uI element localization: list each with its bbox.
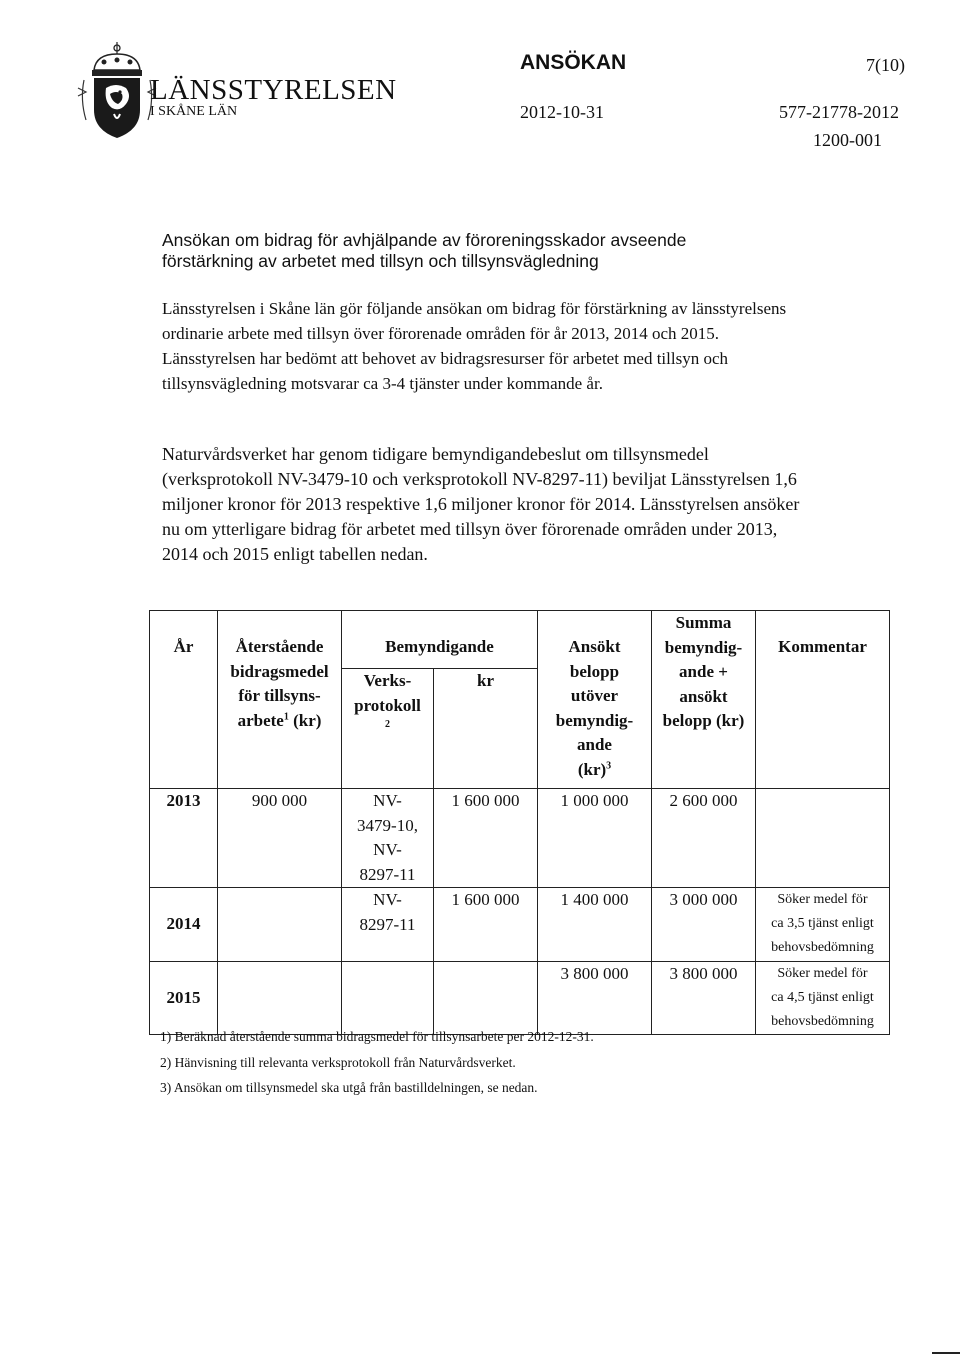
comment-line: behovsbedömning xyxy=(771,1014,874,1029)
title-line: förstärkning av arbetet med tillsyn och tillsynsvägledning xyxy=(162,251,599,271)
header-line: ande xyxy=(577,735,612,754)
header-remaining-funds xyxy=(218,611,342,789)
header-line: belopp (kr) xyxy=(662,711,745,730)
protocol-line: 8297-11 xyxy=(359,864,416,884)
title-line: Ansökan om bidrag för avhjälpande av föroreningsskador avseende xyxy=(162,230,687,250)
header-sup: 2 xyxy=(385,719,390,730)
cell-sum: 3 000 000 xyxy=(652,888,756,962)
header-line: bidragsmedel xyxy=(230,661,329,681)
header-line: ande + xyxy=(679,662,728,681)
comment-line: Söker medel för xyxy=(777,892,868,907)
header-line: arbete$^1$ (kr) xyxy=(237,710,322,730)
table-row xyxy=(150,962,890,1035)
protocol-line: NV- xyxy=(373,840,402,859)
protocol-line: 3479-10, xyxy=(357,815,418,835)
header-line: protokoll xyxy=(354,695,421,715)
cell-sum: 3 800 000 xyxy=(652,962,756,1035)
header-line: Summa xyxy=(675,613,732,632)
cell-kr: 1 600 000 xyxy=(434,789,538,888)
header-line: utöver xyxy=(570,686,619,705)
header-line: för tillsyns- xyxy=(238,686,321,705)
table-row xyxy=(150,888,890,962)
comment-line: ca 4,5 tjänst enligt xyxy=(771,990,874,1005)
paragraph-application: Länsstyrelsen i Skåne län gör följande ansökan om bidrag för förstärkning av länsstyrelsens ordinarie arbete med tillsyn över förorenade områden för år 2013, 2014 och 2015. Länsstyrelsen har bedömt att behovet av bidragsresurser för arbetet med tillsyn och tillsynsvägledning motsvarar ca 3-4 tjänster under kommande år. xyxy=(162,299,787,393)
header-line: bemyndig- xyxy=(555,710,634,730)
document-date: 2012-10-31 xyxy=(520,102,604,122)
comment-line: Söker medel för xyxy=(777,966,868,981)
cell-sum: 2 600 000 xyxy=(652,789,756,888)
header-line: Ansökt xyxy=(568,637,621,656)
document-title xyxy=(162,230,862,272)
header-protocol xyxy=(342,669,434,789)
header-line: bemyndig- xyxy=(664,637,743,657)
protocol-line: NV- xyxy=(373,890,402,909)
cell-applied: 1 400 000 xyxy=(538,888,652,962)
grant-table xyxy=(149,610,890,1035)
footnote-2: 2) Hänvisning till relevanta verksprotokoll från Naturvårdsverket. xyxy=(160,1055,516,1070)
footnote-3: 3) Ansökan om tillsynsmedel ska utgå från bastilldelningen, se nedan. xyxy=(160,1080,538,1095)
header-applied-amount xyxy=(538,611,652,789)
cell-remaining: 900 000 xyxy=(218,789,342,888)
header-sum xyxy=(652,611,756,789)
document-type: ANSÖKAN xyxy=(520,51,627,74)
header-comment: Kommentar xyxy=(756,611,890,789)
cell-year: 2015 xyxy=(150,962,218,1035)
cell-kr: 1 600 000 xyxy=(434,888,538,962)
cell-comment xyxy=(756,789,890,888)
county-coat-of-arms-logo xyxy=(76,40,158,140)
paragraph-previous-decisions: Naturvårdsverket har genom tidigare bemyndigandebeslut om tillsynsmedel (verksprotokoll NV-3479-10 och verksprotokoll NV-8297-11) beviljat Länsstyrelsen 1,6 miljoner kronor för 2013 respektive 1,6 miljoner kronor för 2014. Länsstyrelsen ansöker nu om ytterligare bidrag för arbetet med tillsyn över förorenade områden under 2013, 2014 och 2015 enligt tabellen nedan. xyxy=(162,444,800,564)
table-row xyxy=(150,789,890,888)
cell-year: 2014 xyxy=(150,888,218,962)
cell-remaining xyxy=(218,888,342,962)
cell-comment xyxy=(756,962,890,1035)
organization-subtitle: I SKÅNE LÄN xyxy=(150,104,238,119)
case-number: 577-21778-2012 xyxy=(779,102,899,122)
cell-remaining xyxy=(218,962,342,1035)
header-line: (kr)$^3$ xyxy=(577,759,612,779)
organization-name: LÄNSSTYRELSEN xyxy=(150,74,397,106)
protocol-line: NV- xyxy=(373,791,402,810)
cell-year: 2013 xyxy=(150,789,218,888)
footnote-1: 1) Beräknad återstående summa bidragsmedel för tillsynsarbete per 2012-12-31. xyxy=(160,1029,594,1044)
header-line: ansökt xyxy=(679,686,728,706)
cell-protocol xyxy=(342,789,434,888)
header-line: Återstående xyxy=(235,637,324,656)
header-kr: kr xyxy=(434,669,538,789)
header-line: belopp xyxy=(569,661,620,681)
cell-applied: 1 000 000 xyxy=(538,789,652,888)
page-number: 7(10) xyxy=(866,55,905,75)
cell-protocol xyxy=(342,888,434,962)
protocol-line: 8297-11 xyxy=(359,914,416,934)
cell-kr xyxy=(434,962,538,1035)
cell-protocol xyxy=(342,962,434,1035)
header-authorization: Bemyndigande xyxy=(342,611,538,669)
comment-line: behovsbedömning xyxy=(771,940,874,955)
header-year: År xyxy=(150,611,218,789)
cell-applied: 3 800 000 xyxy=(538,962,652,1035)
header-line: Verks- xyxy=(363,671,412,690)
cell-comment xyxy=(756,888,890,962)
comment-line: ca 3,5 tjänst enligt xyxy=(771,916,874,931)
scan-edge-mark xyxy=(932,1352,960,1354)
case-subnumber: 1200-001 xyxy=(813,130,882,150)
